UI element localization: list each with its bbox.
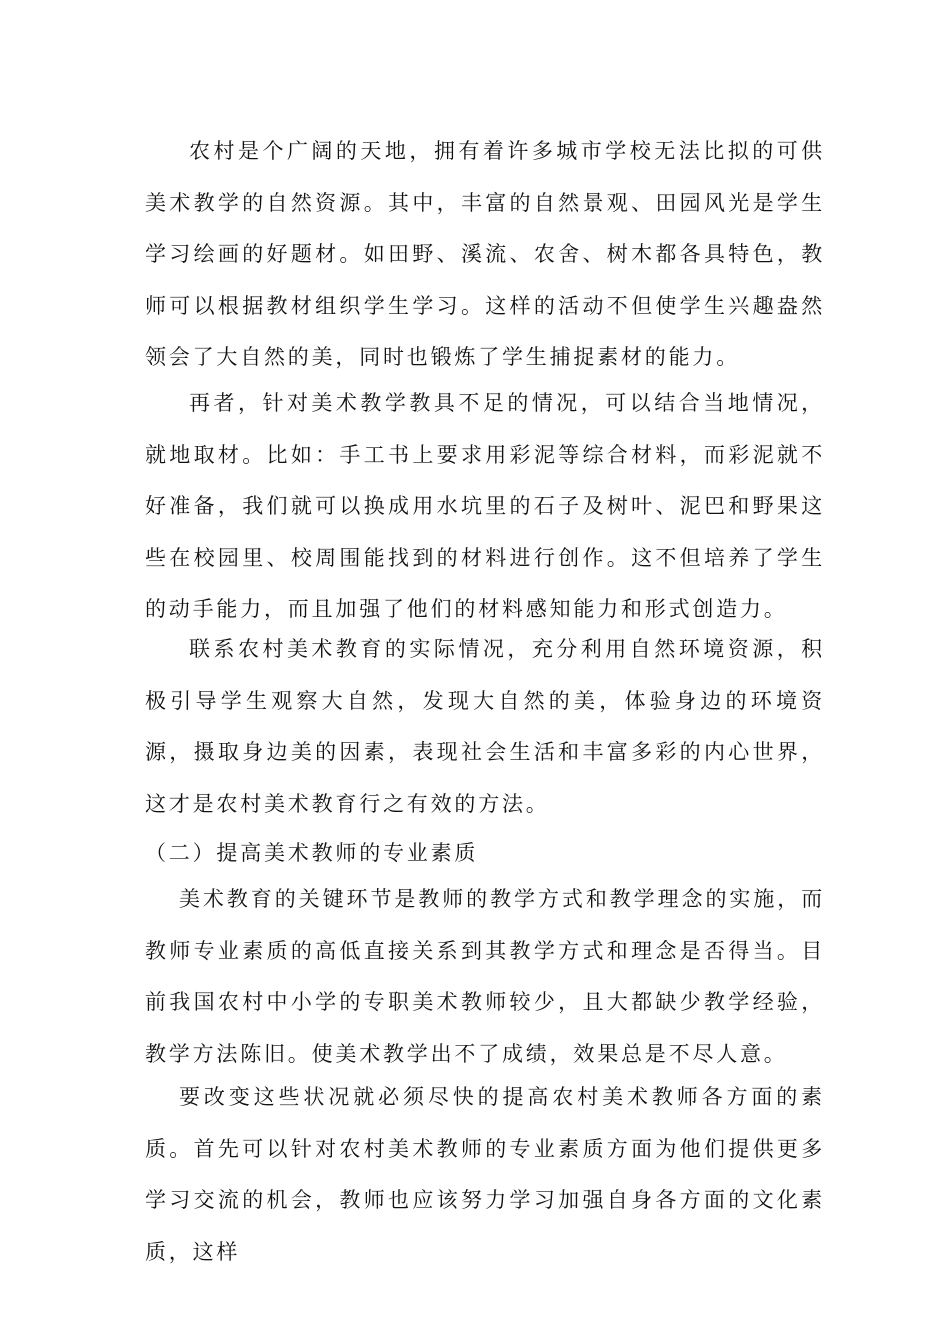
paragraph-improve-teachers: 要改变这些状况就必须尽快的提高农村美术教师各方面的素质。首先可以针对农村美术教师的专业素质方面为他们提供更多学习交流的机会，教师也应该努力学习加强自身各方面的文化素质，这样 [145, 1085, 825, 1264]
paragraph-rural-resources: 农村是个广阔的天地，拥有着许多城市学校无法比拟的可供美术教学的自然资源。其中，丰富的自然景观、田园风光是学生学习绘画的好题材。如田野、溪流、农舍、树木都各具特色，教师可以根据教材组织学生学习。这样的活动不但使学生兴趣盎然领会了大自然的美，同时也锻炼了学生捕捉素材的能力。 [145, 139, 825, 369]
section-heading: （二）提高美术教师的专业素质 [145, 841, 479, 865]
paragraph-local-materials: 再者，针对美术教学教具不足的情况，可以结合当地情况，就地取材。比如：手工书上要求用彩泥等综合材料，而彩泥就不好准备，我们就可以换成用水坑里的石子及树叶、泥巴和野果这些在校园里、校周围能找到的材料进行创作。这不但培养了学生的动手能力，而且加强了他们的材料感知能力和形式创造力。 [145, 391, 825, 621]
paragraph-effective-method: 联系农村美术教育的实际情况，充分利用自然环境资源，积极引导学生观察大自然，发现大自然的美，体验身边的环境资源，摄取身边美的因素，表现社会生活和丰富多彩的内心世界，这才是农村美术教育行之有效的方法。 [145, 637, 825, 816]
paragraph-teacher-quality: 美术教育的关键环节是教师的教学方式和教学理念的实施，而教师专业素质的高低直接关系到其教学方式和理念是否得当。目前我国农村中小学的专职美术教师较少，且大都缺少教学经验，教学方法陈旧。使美术教学出不了成绩，效果总是不尽人意。 [145, 887, 825, 1066]
